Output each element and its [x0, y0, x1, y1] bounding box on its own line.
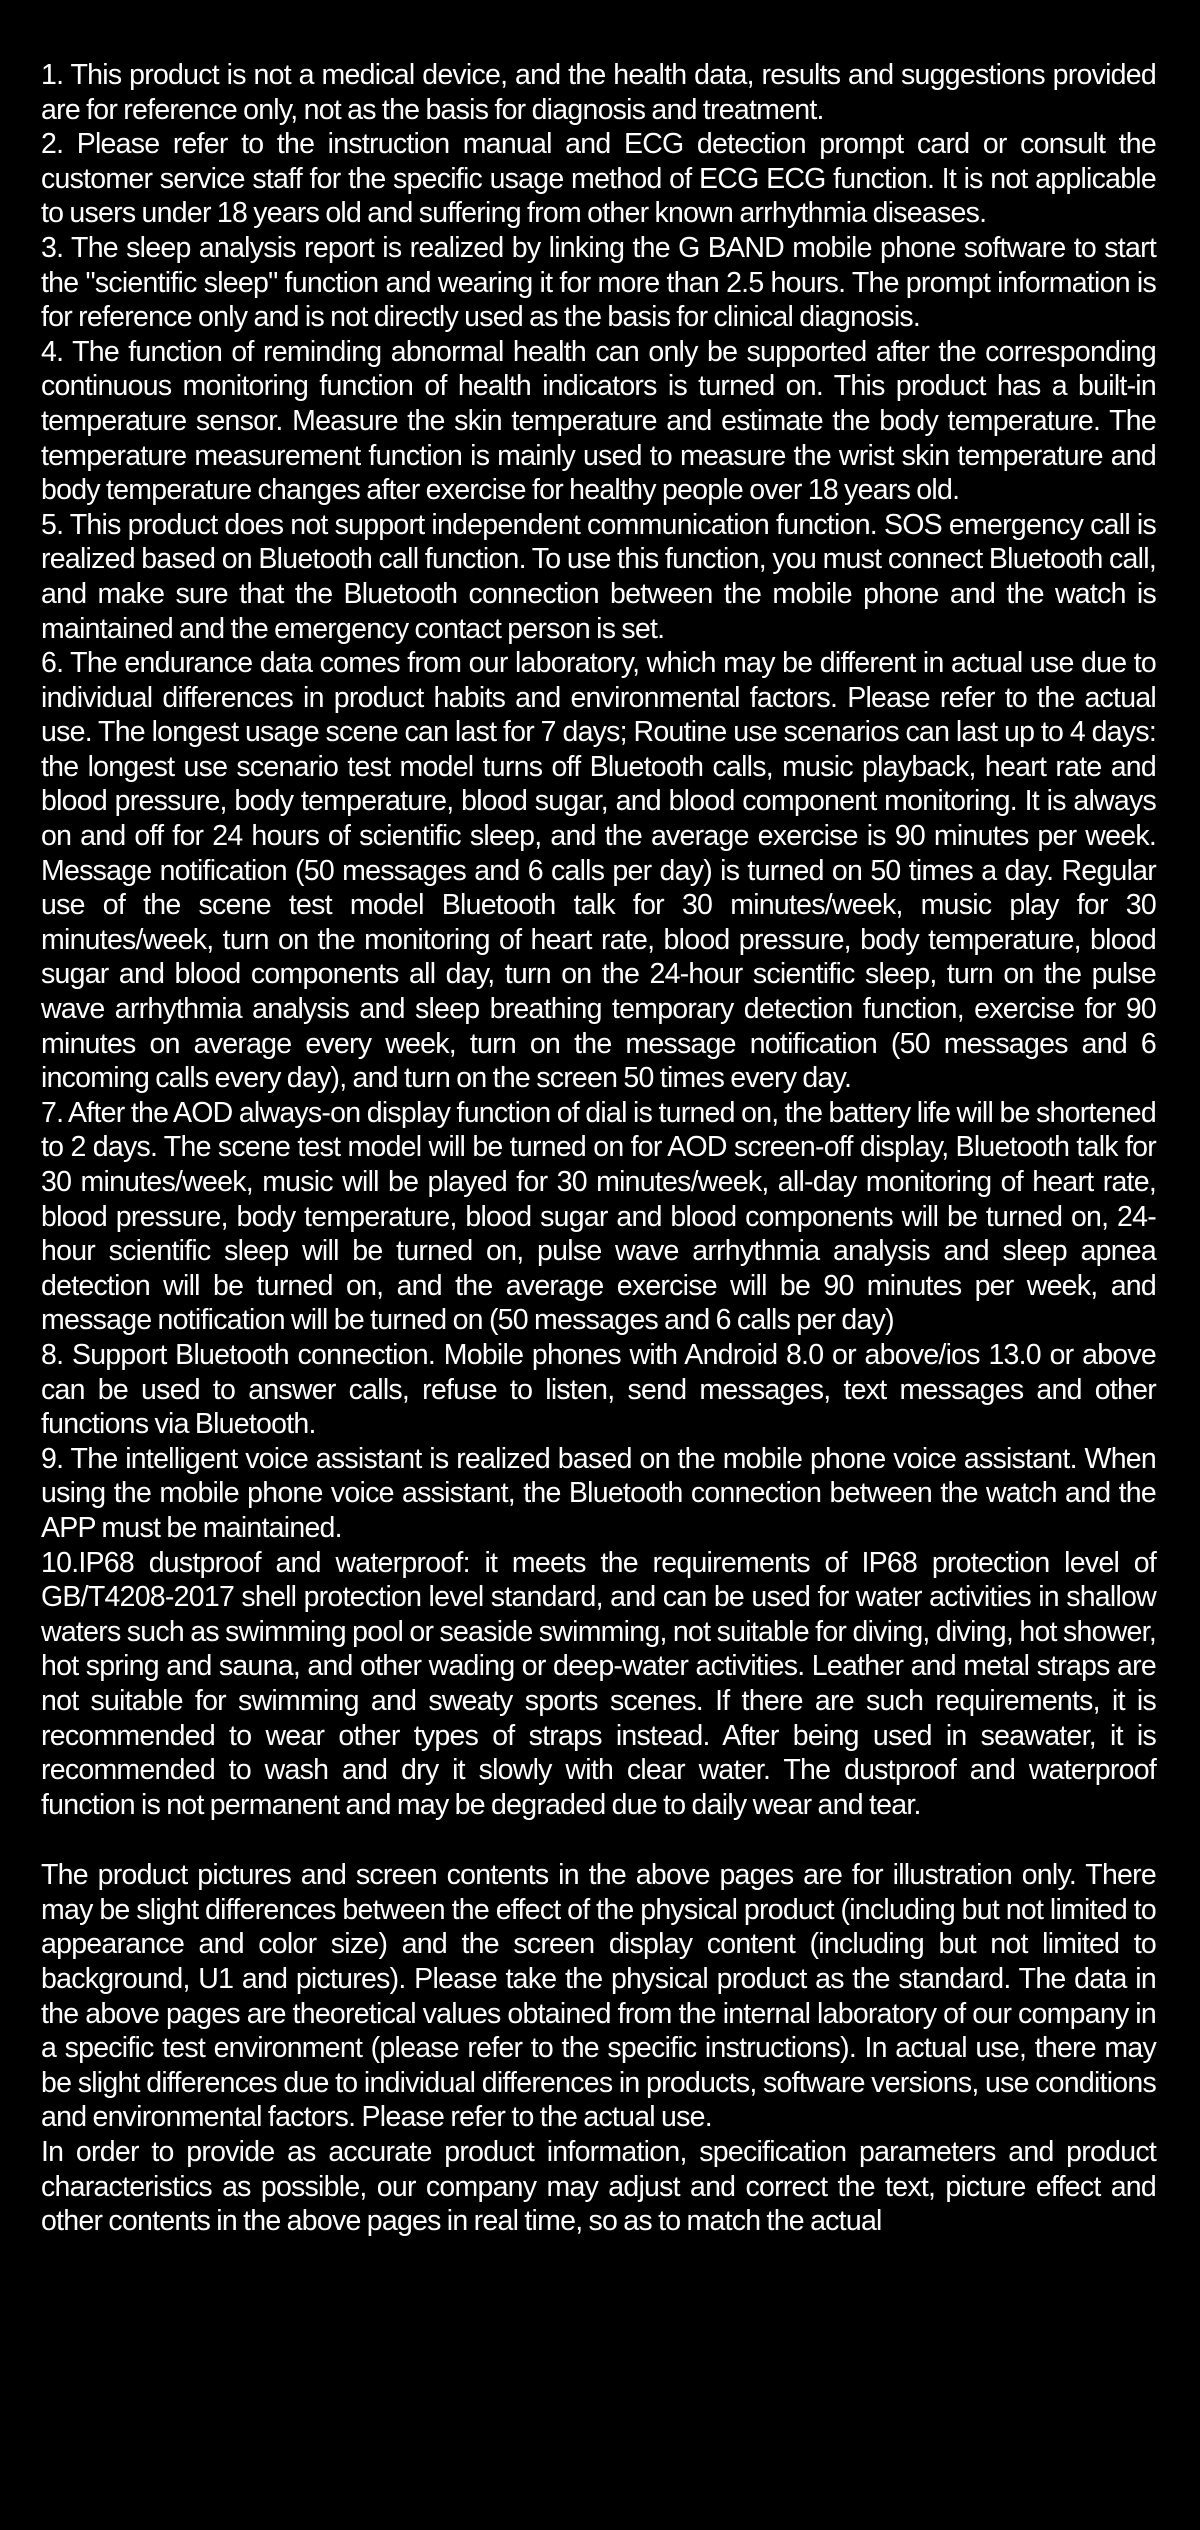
- note-item: 9. The intelligent voice assistant is realized based on the mobile phone voice assistant. When using the mobile phone voice assistant, the Bluetooth connection between the watch and the APP must be maintained.: [41, 1442, 1156, 1544]
- disclaimer-paragraph: The product pictures and screen contents in the above pages are for illustration only. There may be slight differences between the effect of the physical product (including but not limited to appearance and color size) and the screen display content (including but not limited to background, U1 and pictures). Please take the physical product as the standard. The data in the above pages are theoretical values obtained from the internal laboratory of our company in a specific test environment (please refer to the specific instructions). In actual use, there may be slight differences due to individual differences in products, software versions, use conditions and environmental factors. Please refer to the actual use.: [41, 1859, 1156, 2134]
- note-item: 10.IP68 dustproof and waterproof: it meets the requirements of IP68 protection level of GB/T4208-2017 shell protection level standard, and can be used for water activities in shallow waters such as swimming pool or seaside swimming, not suitable for diving, diving, hot shower, hot spring and sauna, and other wading or deep-water activities. Leather and metal straps are not suitable for swimming and sweaty sports scenes. If there are such requirements, it is recommended to wear other types of straps instead. After being used in seawater, it is recommended to wash and dry it slowly with clear water. The dustproof and waterproof function is not permanent and may be degraded due to daily wear and tear.: [41, 1546, 1156, 1821]
- note-item: 5. This product does not support independent communication function. SOS emergency call is realized based on Bluetooth call function. To use this function, you must connect Bluetooth call, and make sure that the Bluetooth connection between the mobile phone and the watch is maintained and the emergency contact person is set.: [41, 508, 1156, 645]
- note-item: 6. The endurance data comes from our laboratory, which may be different in actual use due to individual differences in product habits and environmental factors. Please refer to the actual use. The longest usage scene can last for 7 days; Routine use scenarios can last up to 4 days: the longest use scenario test model turns off Bluetooth calls, music playback, heart rate and blood pressure, body temperature, blood sugar, and blood component monitoring. It is always on and off for 24 hours of scientific sleep, and the average exercise is 90 minutes per week. Message notification (50 messages and 6 calls per day) is turned on 50 times a day. Regular use of the scene test model Bluetooth talk for 30 minutes/week, music play for 30 minutes/week, turn on the monitoring of heart rate, blood pressure, body temperature, blood sugar and blood components all day, turn on the 24-hour scientific sleep, turn on the pulse wave arrhythmia analysis and sleep breathing temporary detection function, exercise for 90 minutes on average every week, turn on the message notification (50 messages and 6 incoming calls every day), and turn on the screen 50 times every day.: [41, 647, 1156, 1095]
- note-item: 3. The sleep analysis report is realized by linking the G BAND mobile phone software to start the "scientific sleep" function and wearing it for more than 2.5 hours. The prompt information is for reference only and is not directly used as the basis for clinical diagnosis.: [41, 231, 1156, 334]
- section-spacer: [41, 1822, 1156, 1858]
- note-item: 7. After the AOD always-on display function of dial is turned on, the battery life will be shortened to 2 days. The scene test model will be turned on for AOD screen-off display, Bluetooth talk for 30 minutes/week, music will be played for 30 minutes/week, all-day monitoring of heart rate, blood pressure, body temperature, blood sugar and blood components will be turned on, 24-hour scientific sleep will be turned on, pulse wave arrhythmia analysis and sleep apnea detection will be turned on, and the average exercise will be 90 minutes per week, and message notification will be turned on (50 messages and 6 calls per day): [41, 1096, 1156, 1337]
- note-item: 8. Support Bluetooth connection. Mobile phones with Android 8.0 or above/ios 13.0 or above can be used to answer calls, refuse to listen, send messages, text messages and other functions via Bluetooth.: [41, 1338, 1156, 1441]
- notes-body: [41, 58, 1156, 2239]
- note-item: 2. Please refer to the instruction manual and ECG detection prompt card or consult the customer service staff for the specific usage method of ECG ECG function. It is not applicable to users under 18 years old and suffering from other known arrhythmia diseases.: [41, 128, 1156, 230]
- note-item: 1. This product is not a medical device, and the health data, results and suggestions provided are for reference only, not as the basis for diagnosis and treatment.: [41, 59, 1156, 126]
- note-item: 4. The function of reminding abnormal health can only be supported after the corresponding continuous monitoring function of health indicators is turned on. This product has a built-in temperature sensor. Measure the skin temperature and estimate the body temperature. The temperature measurement function is mainly used to measure the wrist skin temperature and body temperature changes after exercise for healthy people over 18 years old.: [41, 335, 1156, 507]
- disclaimer-paragraph: In order to provide as accurate product information, specification parameters and product characteristics as possible, our company may adjust and correct the text, picture effect and other contents in the above pages in real time, so as to match the actual: [41, 2136, 1156, 2238]
